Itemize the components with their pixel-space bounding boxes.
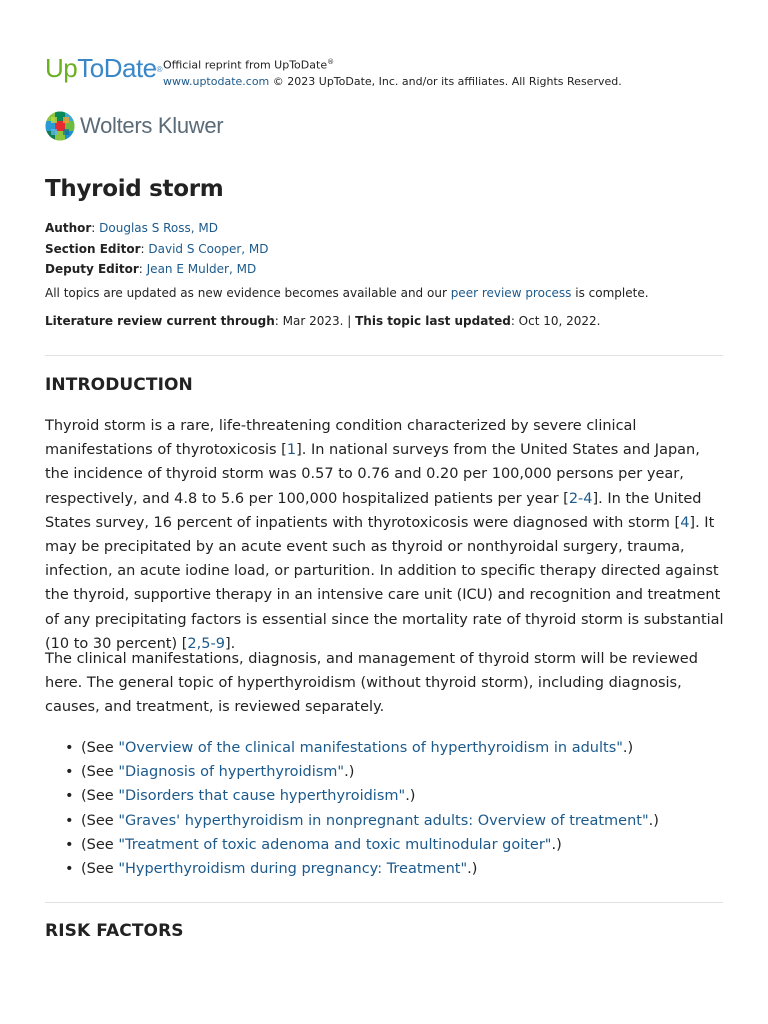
reprint-text: Official reprint from UpToDate <box>163 58 328 72</box>
topic-link[interactable]: "Treatment of toxic adenoma and toxic multinodular goiter" <box>118 836 552 853</box>
text-run: ]. <box>224 635 236 652</box>
deputy-editor-line: Deputy Editor: Jean E Mulder, MD <box>45 262 257 276</box>
publisher-name: Wolters Kluwer <box>80 113 224 138</box>
section-editor-label: Section Editor <box>45 241 141 256</box>
peer-review-link[interactable]: peer review process <box>450 286 572 300</box>
text-run: ]. In national surveys from the United States and Japan, the incidence of thyroid storm was 0.57 to 0.76 and 0.20 per 100,000 persons per year, respectively, and 4.8 to 5.6 per 100,000 hospitalized patients per year [ <box>45 442 700 507</box>
update-note-text: All topics are updated as new evidence becomes available and our <box>45 286 451 300</box>
lit-review-label: Literature review current through <box>45 314 275 328</box>
see-suffix: .) <box>622 740 634 756</box>
registered-mark: ® <box>327 58 335 66</box>
section-heading-introduction: INTRODUCTION <box>45 375 193 395</box>
topic-link[interactable]: "Overview of the clinical manifestations of hyperthyroidism in adults" <box>118 740 623 756</box>
see-prefix: (See <box>81 836 119 853</box>
publisher-logo <box>45 110 223 142</box>
deputy-editor-link[interactable]: Jean E Mulder, MD <box>146 262 257 276</box>
section-editor-link[interactable]: David S Cooper, MD <box>148 241 269 256</box>
author-link[interactable]: Douglas S Ross, MD <box>99 221 218 235</box>
page-title: Thyroid storm <box>45 176 224 202</box>
reference-link[interactable]: 2,5-9 <box>187 635 225 652</box>
update-note-text-end: is complete. <box>571 286 649 300</box>
last-updated-label: This topic last updated <box>355 314 511 328</box>
article-credits <box>45 218 269 280</box>
list-item <box>65 809 659 833</box>
list-item <box>65 760 659 784</box>
author-label: Author <box>45 221 92 235</box>
author-line: Author: Douglas S Ross, MD <box>45 221 218 235</box>
reference-link[interactable]: 4 <box>680 514 690 531</box>
wolters-kluwer-mark-icon <box>45 111 75 141</box>
list-item <box>65 857 659 881</box>
divider <box>45 355 723 356</box>
site-link[interactable]: www.uptodate.com <box>163 74 270 88</box>
copyright-text: © 2023 UpToDate, Inc. and/or its affiliates. All Rights Reserved. <box>272 74 622 88</box>
section-heading-risk-factors: RISK FACTORS <box>45 921 184 941</box>
topic-link[interactable]: "Disorders that cause hyperthyroidism" <box>118 788 406 805</box>
deputy-editor-label: Deputy Editor <box>45 262 139 276</box>
lit-review-value: : Mar 2023. | <box>274 314 356 328</box>
registered-mark: ® <box>156 65 163 74</box>
topic-link[interactable]: "Hyperthyroidism during pregnancy: Treatment" <box>118 861 468 878</box>
reference-link[interactable]: 2-4 <box>568 490 593 507</box>
intro-paragraph-2: The clinical manifestations, diagnosis, and management of thyroid storm will be reviewed here. The general topic of hyperthyroidism (without thyroid storm), including diagnosis, causes, and treatment, is reviewed separately. <box>45 651 698 716</box>
see-prefix: (See <box>81 861 119 878</box>
see-suffix: .) <box>467 861 478 878</box>
reprint-header <box>45 53 723 88</box>
see-suffix: .) <box>344 764 355 781</box>
logo-text: UpToDate <box>45 53 157 83</box>
text-run: ]. It may be precipitated by an acute event such as thyroid or nonthyroidal surgery, trauma, infection, an acute iodine load, or parturition. In addition to specific therapy directed against the thyroid, supportive therapy in an intensive care unit (ICU) and recognition and treatment of any precipitating factors is essential since the mortality rate of thyroid storm is substantial (10 to 30 percent) [ <box>45 514 724 652</box>
see-suffix: .) <box>551 836 562 853</box>
last-updated-value: : Oct 10, 2022. <box>510 314 601 328</box>
review-dates <box>45 314 600 328</box>
reprint-notice <box>163 54 622 90</box>
list-item <box>65 833 659 857</box>
list-item <box>65 736 659 760</box>
see-suffix: .) <box>648 812 659 829</box>
update-note <box>45 286 649 300</box>
topic-link[interactable]: "Graves' hyperthyroidism in nonpregnant adults: Overview of treatment" <box>118 812 649 829</box>
intro-paragraph-1 <box>45 414 725 656</box>
list-item <box>65 784 659 808</box>
see-prefix: (See <box>81 764 119 781</box>
see-prefix: (See <box>81 740 119 756</box>
see-suffix: .) <box>405 788 416 805</box>
see-prefix: (See <box>81 812 119 829</box>
related-topics-list <box>65 736 659 881</box>
reference-link[interactable]: 1 <box>286 442 297 459</box>
topic-link[interactable]: "Diagnosis of hyperthyroidism" <box>118 764 345 781</box>
see-prefix: (See <box>81 788 119 805</box>
uptodate-logo[interactable] <box>45 54 162 82</box>
divider <box>45 902 723 903</box>
text-run: ]. In the United States survey, 16 percent of inpatients with thyrotoxicosis were diagnosed with storm [ <box>45 490 702 531</box>
text-run: Thyroid storm is a rare, life-threatening condition characterized by severe clinical manifestations of thyrotoxicosis [ <box>45 418 637 459</box>
section-editor-line: Section Editor: David S Cooper, MD <box>45 241 269 256</box>
